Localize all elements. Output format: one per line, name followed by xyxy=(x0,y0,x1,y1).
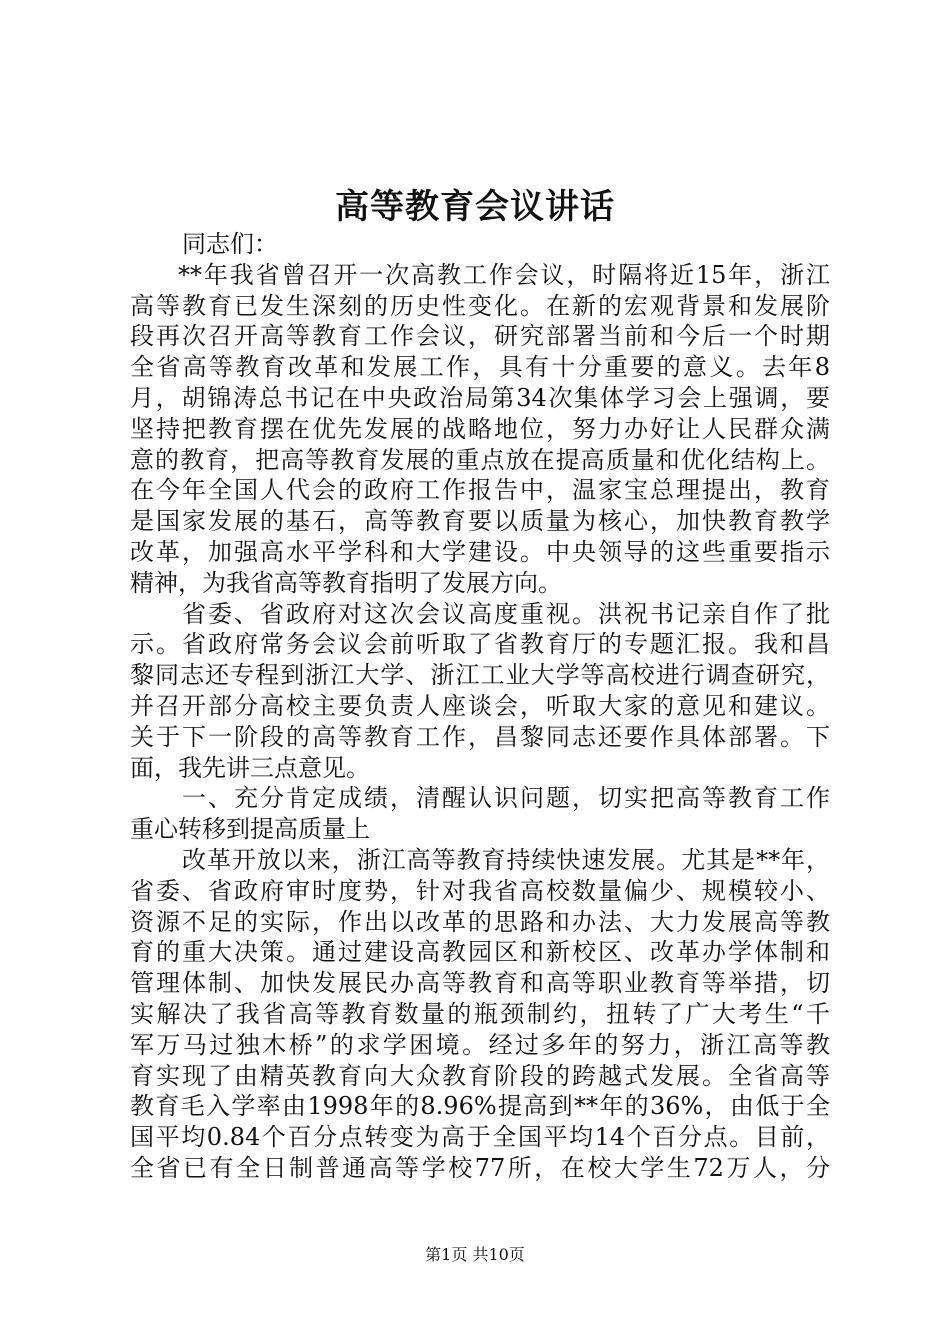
body-line: 面，我先讲三点意见。 xyxy=(130,753,370,782)
body-line: 是国家发展的基石，高等教育要以质量为核心，加快教育教学 xyxy=(130,507,830,536)
body-line: 国平均0.84个百分点转变为高于全国平均14个百分点。目前， xyxy=(130,1123,830,1152)
body-line: 重心转移到提高质量上 xyxy=(130,815,370,844)
body-line: 在今年全国人代会的政府工作报告中，温家宝总理提出，教育 xyxy=(130,476,830,505)
body-line: 管理体制、加快发展民办高等教育和高等职业教育等举措，切 xyxy=(130,969,830,998)
body-line: 高等教育已发生深刻的历史性变化。在新的宏观背景和发展阶 xyxy=(130,291,830,320)
body-line: 全省高等教育改革和发展工作，具有十分重要的意义。去年8 xyxy=(130,353,830,382)
body-line: 示。省政府常务会议会前听取了省教育厅的专题汇报。我和昌 xyxy=(130,630,830,659)
body-line: 改革开放以来，浙江高等教育持续快速发展。尤其是**年， xyxy=(182,845,830,874)
body-line: 资源不足的实际，作出以改革的思路和办法、大力发展高等教 xyxy=(130,907,830,936)
body-line: 省委、省政府对这次会议高度重视。洪祝书记亲自作了批 xyxy=(182,599,830,628)
document-body xyxy=(130,229,830,1184)
body-line: 育实现了由精英教育向大众教育阶段的跨越式发展。全省高等 xyxy=(130,1061,830,1090)
body-line: 并召开部分高校主要负责人座谈会，听取大家的意见和建议。 xyxy=(130,691,830,720)
body-line: 坚持把教育摆在优先发展的战略地位，努力办好让人民群众满 xyxy=(130,414,830,443)
body-line: 精神，为我省高等教育指明了发展方向。 xyxy=(130,568,562,597)
page-footer: 第1页 共10页 xyxy=(425,1245,525,1264)
body-line: 全省已有全日制普通高等学校77所，在校大学生72万人，分 xyxy=(130,1153,830,1182)
body-line: 黎同志还专程到浙江大学、浙江工业大学等高校进行调查研究， xyxy=(130,661,830,690)
body-line: 改革，加强高水平学科和大学建设。中央领导的这些重要指示 xyxy=(130,537,830,566)
document-title: 高等教育会议讲话 xyxy=(335,187,615,227)
body-line: 一、充分肯定成绩，清醒认识问题，切实把高等教育工作 xyxy=(182,784,830,813)
body-line: 段再次召开高等教育工作会议，研究部署当前和今后一个时期 xyxy=(130,322,830,351)
body-line: 育的重大决策。通过建设高教园区和新校区、改革办学体制和 xyxy=(130,938,830,967)
body-line: 军万马过独木桥”的求学困境。经过多年的努力，浙江高等教 xyxy=(130,1030,830,1059)
body-line: **年我省曾召开一次高教工作会议，时隔将近15年，浙江 xyxy=(178,260,830,289)
body-line: 教育毛入学率由1998年的8.96%提高到**年的36%，由低于全 xyxy=(130,1092,830,1121)
body-line: 实解决了我省高等教育数量的瓶颈制约，扭转了广大考生“千 xyxy=(130,999,830,1028)
body-line: 月，胡锦涛总书记在中央政治局第34次集体学习会上强调，要 xyxy=(130,383,830,412)
body-line: 关于下一阶段的高等教育工作，昌黎同志还要作具体部署。下 xyxy=(130,722,830,751)
body-line: 意的教育，把高等教育发展的重点放在提高质量和优化结构上。 xyxy=(130,445,830,474)
body-line: 省委、省政府审时度势，针对我省高校数量偏少、规模较小、 xyxy=(130,876,830,905)
body-line: 同志们： xyxy=(182,230,278,258)
